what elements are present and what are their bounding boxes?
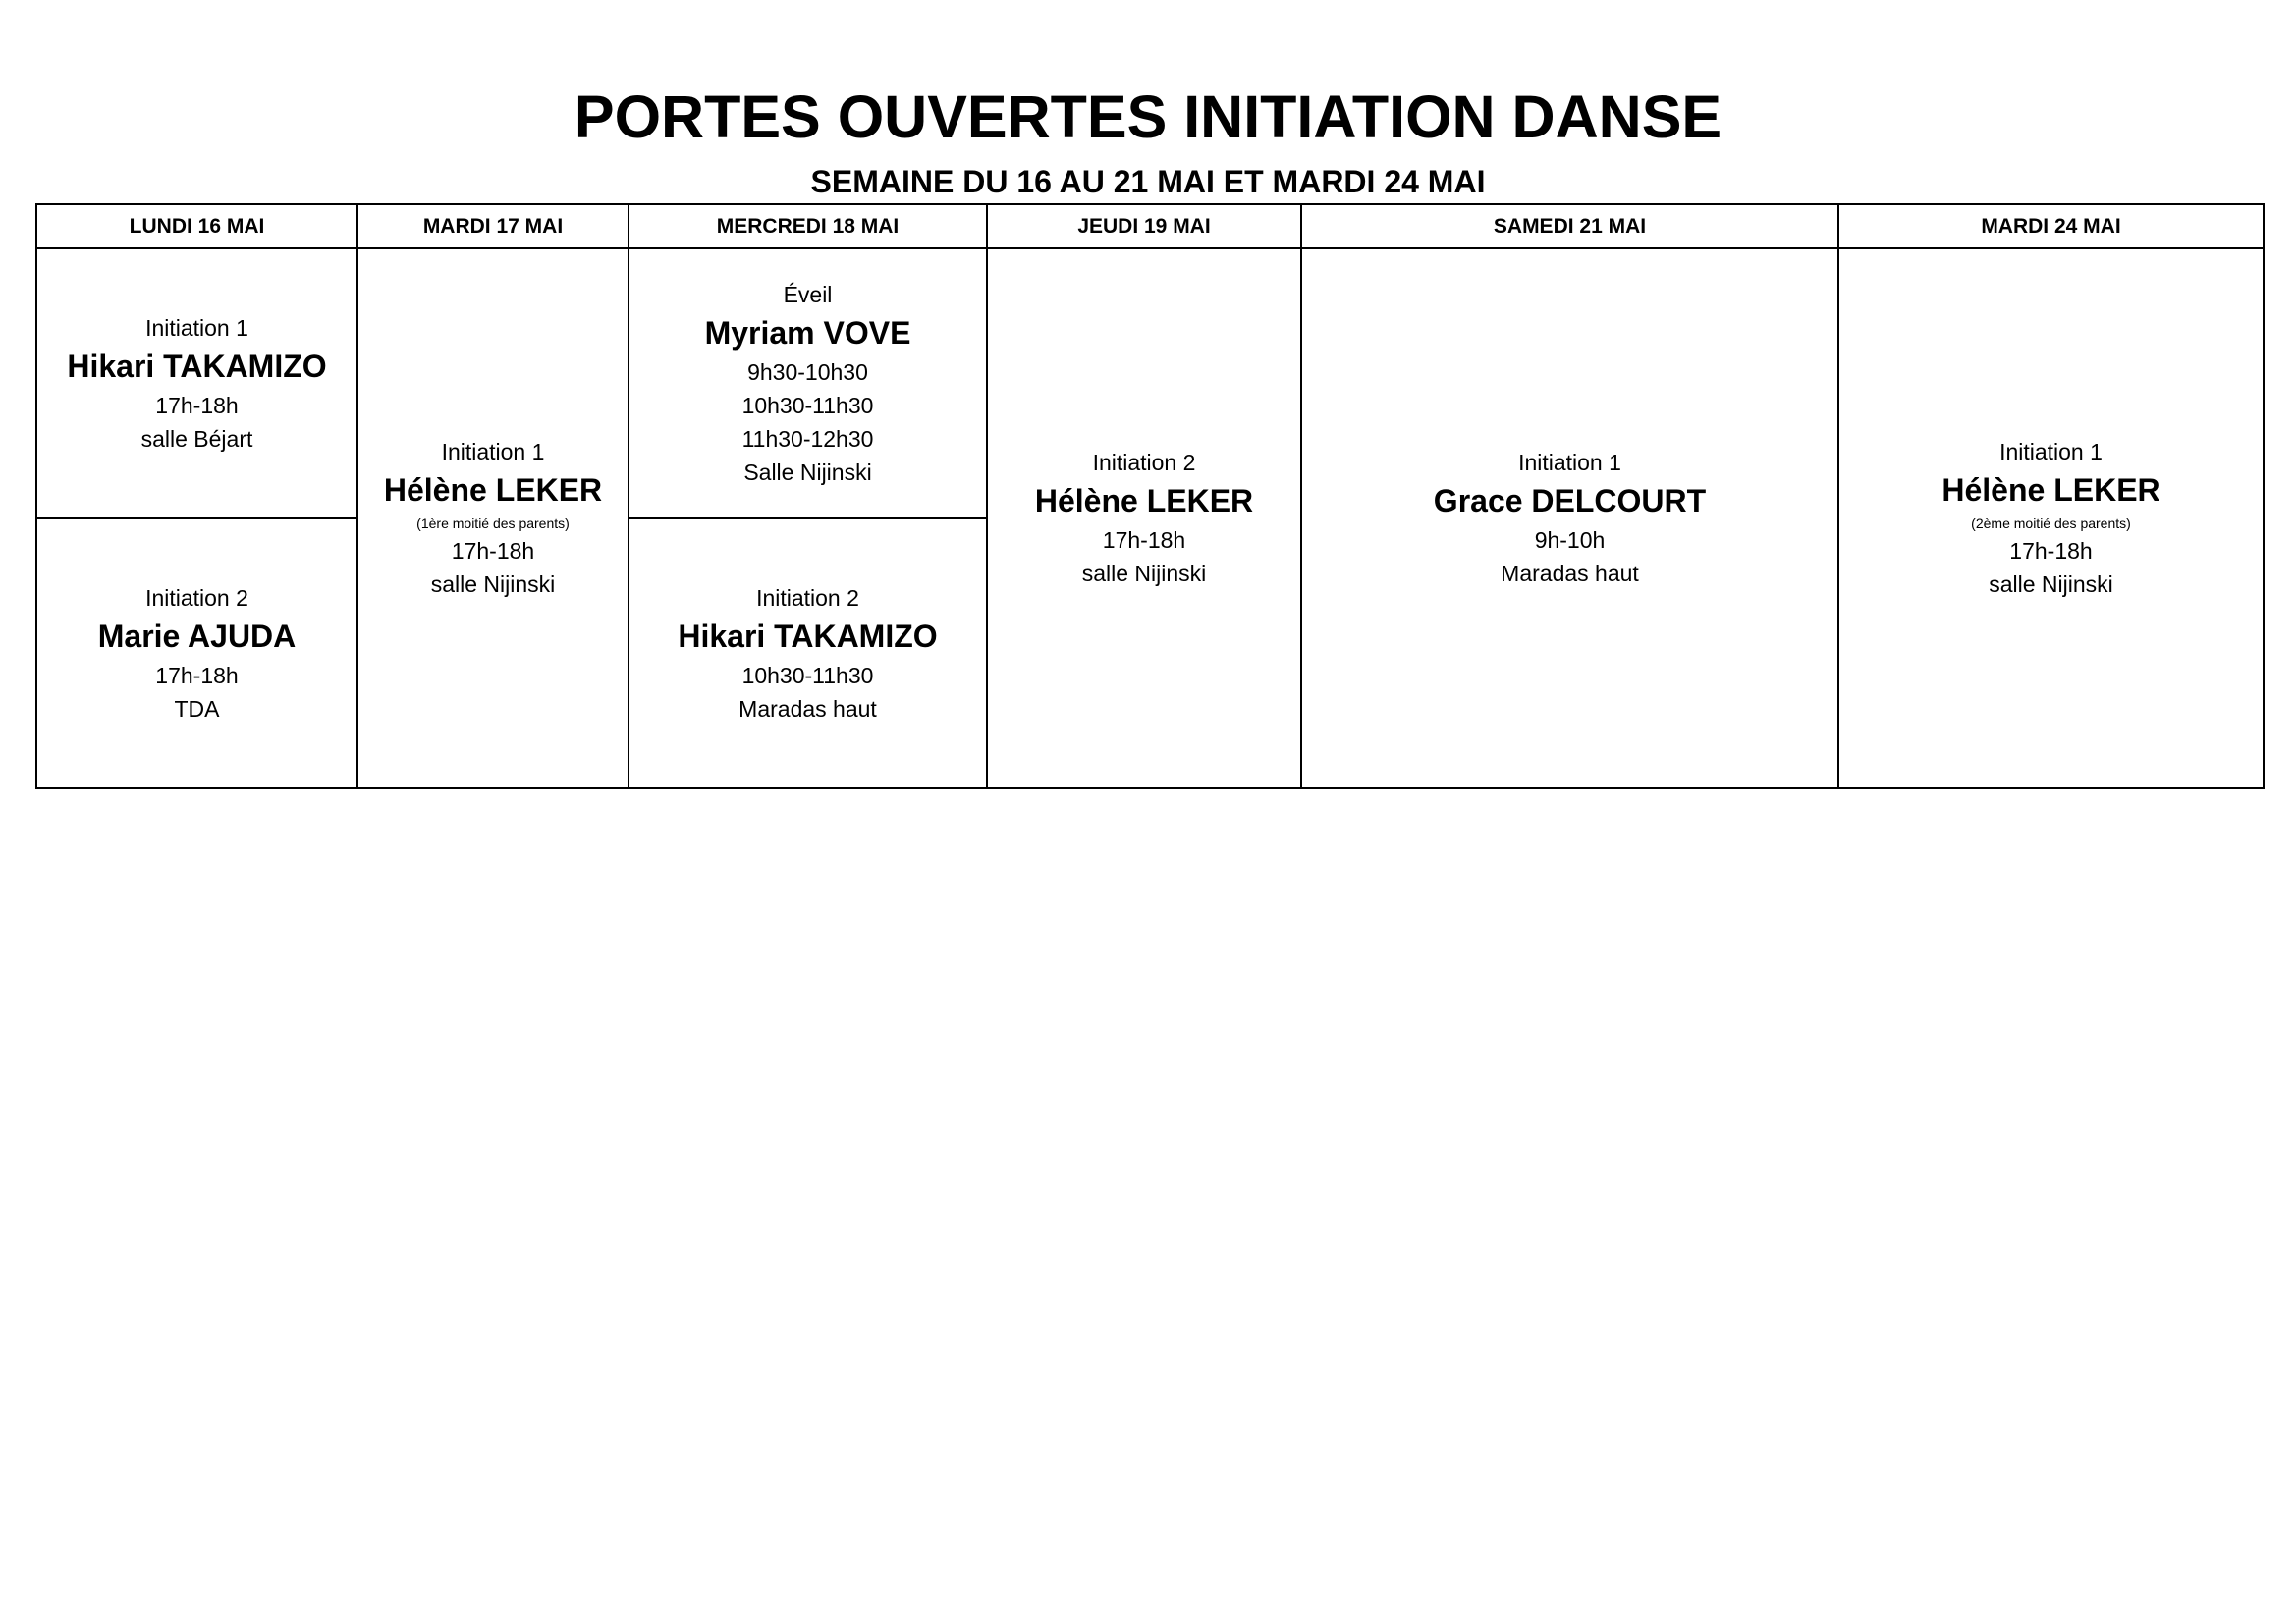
class-time: 10h30-11h30	[741, 392, 874, 418]
class-cell-mercredi-initiation-2	[629, 518, 987, 788]
class-time: 17h-18h	[1102, 527, 1186, 553]
class-time: 9h-10h	[1534, 527, 1606, 553]
teacher-name: Hikari TAKAMIZO	[67, 348, 327, 384]
page-title: PORTES OUVERTES INITIATION DANSE	[574, 83, 1722, 150]
class-room: TDA	[174, 695, 220, 722]
class-level: Initiation 1	[145, 314, 248, 341]
class-time: 17h-18h	[155, 662, 239, 688]
class-level: Éveil	[783, 281, 833, 307]
class-level: Initiation 2	[145, 584, 248, 611]
class-level: Initiation 1	[1999, 439, 2103, 464]
class-room: Salle Nijinski	[743, 459, 872, 485]
class-time: 17h-18h	[2009, 538, 2093, 564]
class-note: (2ème moitié des parents)	[1971, 515, 2131, 531]
class-cell-mercredi-eveil	[629, 248, 987, 518]
class-cell-jeudi	[987, 248, 1301, 788]
class-room: salle Nijinski	[1989, 571, 2113, 597]
class-room: salle Nijinski	[1081, 561, 1207, 586]
day-header-samedi: SAMEDI 21 MAI	[1301, 204, 1838, 248]
day-header-lundi: LUNDI 16 MAI	[36, 204, 357, 248]
schedule-table	[35, 203, 2265, 789]
class-level: Initiation 2	[1092, 450, 1196, 475]
class-cell-mardi-24	[1838, 248, 2264, 788]
day-header-jeudi: JEUDI 19 MAI	[987, 204, 1301, 248]
class-room: salle Nijinski	[430, 571, 556, 597]
class-room: Maradas haut	[1501, 561, 1639, 586]
table-row	[36, 248, 2264, 518]
class-time: 17h-18h	[451, 538, 535, 564]
class-cell-lundi-initiation-1	[36, 248, 357, 518]
day-header-mercredi: MERCREDI 18 MAI	[629, 204, 987, 248]
day-header-mardi-17: MARDI 17 MAI	[357, 204, 629, 248]
teacher-name: Hikari TAKAMIZO	[678, 618, 938, 654]
class-level: Initiation 1	[1518, 450, 1621, 475]
class-cell-lundi-initiation-2	[36, 518, 357, 788]
class-room: salle Béjart	[140, 425, 253, 452]
class-note: (1ère moitié des parents)	[416, 515, 570, 531]
class-time: 9h30-10h30	[747, 358, 868, 385]
teacher-name: Hélène LEKER	[1941, 472, 2160, 508]
page-subtitle: SEMAINE DU 16 AU 21 MAI ET MARDI 24 MAI	[810, 164, 1486, 199]
teacher-name: Marie AJUDA	[97, 618, 297, 654]
class-time: 10h30-11h30	[741, 662, 874, 688]
class-time: 17h-18h	[155, 392, 239, 418]
day-header-mardi-24: MARDI 24 MAI	[1838, 204, 2264, 248]
teacher-name: Hélène LEKER	[383, 472, 603, 508]
class-cell-mardi-17	[357, 248, 629, 788]
class-time: 11h30-12h30	[741, 425, 874, 452]
header-row	[36, 204, 2264, 248]
class-room: Maradas haut	[738, 695, 877, 722]
teacher-name: Grace DELCOURT	[1433, 483, 1707, 518]
class-level: Initiation 1	[441, 439, 545, 464]
teacher-name: Hélène LEKER	[1034, 483, 1254, 518]
class-cell-samedi	[1301, 248, 1838, 788]
teacher-name: Myriam VOVE	[704, 314, 911, 351]
class-level: Initiation 2	[756, 584, 859, 611]
